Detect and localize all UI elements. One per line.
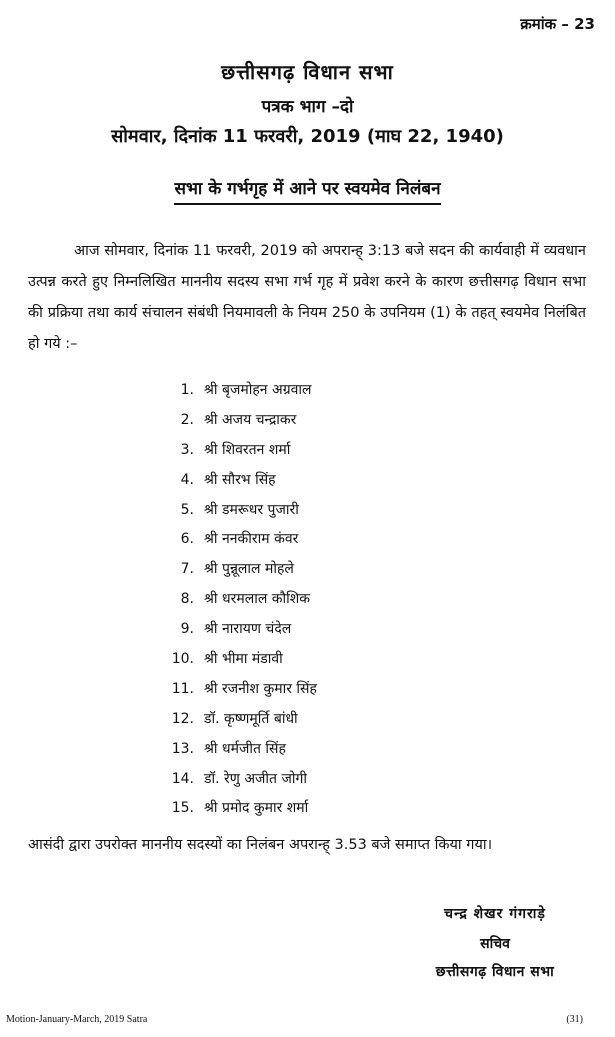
member-name: श्री अजय चन्द्राकर	[204, 411, 297, 428]
member-list-item	[150, 555, 317, 585]
bulletin-date: सोमवार, दिनांक 11 फरवरी, 2019 (माघ 22, 1940)	[111, 126, 504, 147]
member-list-item	[150, 615, 317, 645]
member-number: 1.	[180, 382, 194, 398]
member-list-item	[150, 466, 317, 496]
member-name: श्री भीमा मंडावी	[204, 651, 283, 668]
member-name: श्री पुन्नूलाल मोहले	[204, 561, 294, 578]
member-number: 15.	[171, 800, 194, 817]
serial-number: क्रमांक – 23	[520, 15, 595, 33]
member-number: 13.	[171, 740, 194, 757]
signatory-office: छत्तीसगढ़ विधान सभा	[435, 964, 555, 980]
signatory-name: चन्द्र शेखर गंगराड़े	[444, 906, 546, 922]
member-list-item	[150, 525, 317, 555]
member-number: 11.	[171, 680, 194, 697]
member-name: श्री शिवरतन शर्मा	[204, 441, 291, 458]
suspended-members-list	[150, 376, 317, 824]
member-number: 8.	[180, 591, 194, 608]
member-number: 9.	[180, 621, 194, 638]
member-number: 14.	[171, 770, 194, 787]
member-number: 4.	[180, 471, 194, 488]
member-name: श्री धर्मजीत सिंह	[204, 740, 286, 757]
member-list-item	[150, 705, 317, 735]
footer-document-label: Motion-January-March, 2019 Satra	[6, 1014, 148, 1025]
member-list-item	[150, 406, 317, 436]
member-list-item	[150, 765, 317, 795]
member-number: 2.	[180, 411, 194, 428]
member-list-item	[150, 376, 317, 406]
member-number: 7.	[180, 561, 194, 578]
member-name: श्री नारायण चंदेल	[204, 621, 292, 638]
signatory-designation: सचिव	[480, 936, 510, 952]
member-name: श्री डमरूधर पुजारी	[204, 501, 299, 518]
member-number: 5.	[180, 501, 194, 518]
member-list-item	[150, 794, 317, 824]
member-list-item	[150, 496, 317, 526]
member-name: डॉ. रेणु अजीत जोगी	[204, 770, 307, 787]
member-list-item	[150, 735, 317, 765]
member-name: श्री धरमलाल कौशिक	[204, 591, 311, 608]
member-list-item	[150, 436, 317, 466]
member-list-item	[150, 675, 317, 705]
member-name: श्री सौरभ सिंह	[204, 471, 276, 488]
member-number: 6.	[180, 531, 194, 548]
member-name: डॉ. कृष्णमूर्ति बांधी	[204, 710, 298, 727]
member-list-item	[150, 645, 317, 675]
member-list-item	[150, 585, 317, 615]
member-number: 10.	[171, 651, 194, 668]
member-number: 3.	[180, 441, 194, 458]
assembly-title: छत्तीसगढ़ विधान सभा	[221, 60, 394, 84]
member-name: श्री बृजमोहन अग्रवाल	[204, 382, 312, 398]
bulletin-part: पत्रक भाग –दो	[261, 97, 354, 117]
intro-paragraph: आज सोमवार, दिनांक 11 फरवरी, 2019 को अपरान्ह् 3:13 बजे सदन की कार्यवाही में व्यवधान उत्पन्न करते हुए निम्नलिखित माननीय सदस्य सभा गर्भ गृह में प्रवेश करने के कारण छत्तीसगढ़ विधान सभा की प्रक्रिया तथा कार्य संचालन संबंधी नियमावली के नियम 250 के उपनियम (1) के तहत् स्वयमेव निलंबित हो गये :–	[28, 243, 586, 352]
member-name: श्री ननकीराम कंवर	[204, 531, 299, 548]
member-name: श्री प्रमोद कुमार शर्मा	[204, 800, 309, 817]
member-number: 12.	[171, 710, 194, 727]
closing-paragraph: आसंदी द्वारा उपरोक्त माननीय सदस्यों का निलंबन अपरान्ह् 3.53 बजे समाप्त किया गया।	[28, 837, 493, 853]
member-name: श्री रजनीश कुमार सिंह	[204, 680, 317, 697]
footer-page-number: (31)	[566, 1014, 583, 1025]
notice-heading	[0, 176, 615, 199]
notice-heading-text: सभा के गर्भगृह में आने पर स्वयमेव निलंबन	[174, 179, 440, 205]
